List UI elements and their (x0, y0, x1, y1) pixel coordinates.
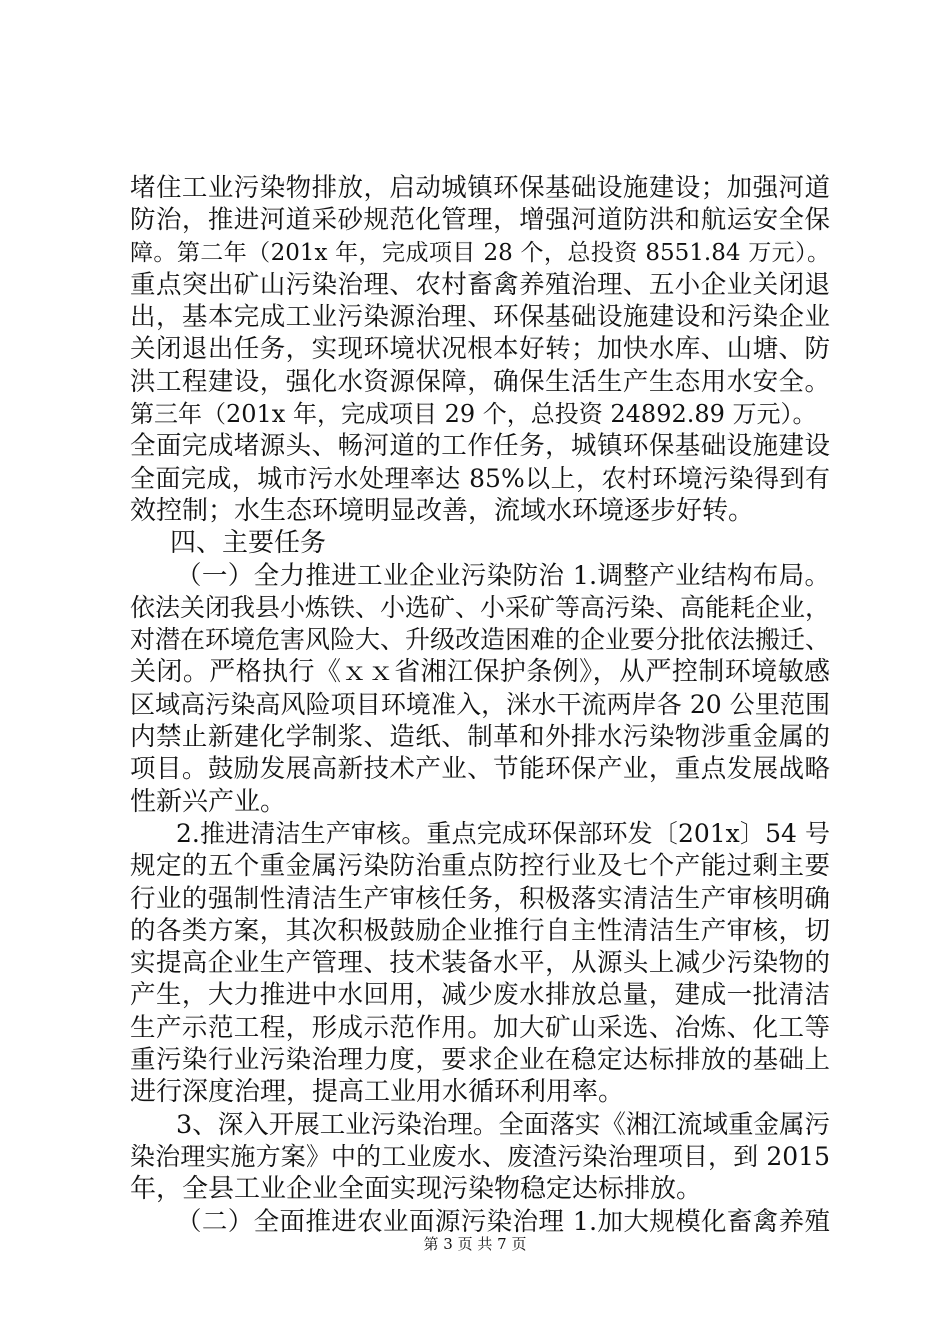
text-line: 洪工程建设，强化水资源保障，确保生活生产生态用水安全。 (130, 366, 830, 397)
text-line: 依法关闭我县小炼铁、小选矿、小采矿等高污染、高能耗企业， (130, 592, 831, 622)
text-line: （二）全面推进农业面源污染治理 1.加大规模化畜禽养殖 (176, 1206, 830, 1237)
document-body (130, 172, 830, 1238)
page-footer (0, 1234, 950, 1254)
text-line: 堵住工业污染物排放，启动城镇环保基础设施建设；加强河道 (130, 173, 830, 203)
text-line: 效控制；水生态环境明显改善，流域水环境逐步好转。 (130, 495, 755, 526)
text-line: 性新兴产业。 (130, 786, 287, 817)
text-line: 关闭。严格执行《ｘｘ省湘江保护条例》，从严控制环境敏感 (130, 657, 830, 688)
text-line: 第三年（201x 年，完成项目 29 个，总投资 24892.89 万元）。 (130, 400, 817, 429)
text-line: 全面完成，城市污水处理率达 85%以上，农村环境污染得到有 (130, 463, 830, 493)
text-line: 防治，推进河道采砂规范化管理，增强河道防洪和航运安全保 (130, 205, 830, 236)
text-line: 进行深度治理，提高工业用水循环利用率。 (130, 1077, 625, 1108)
text-line: （一）全力推进工业企业污染防治 1.调整产业结构布局。 (176, 560, 830, 591)
text-line: 产生，大力推进中水回用，减少废水排放总量，建成一批清洁 (130, 980, 830, 1011)
text-line: 障。第二年（201x 年，完成项目 28 个，总投资 8551.84 万元）。 (130, 239, 830, 266)
text-line: 年，全县工业企业全面实现污染物稳定达标排放。 (130, 1174, 703, 1205)
text-line: 关闭退出任务，实现环境状况根本好转；加快水库、山塘、防 (130, 334, 830, 365)
text-line: 3、深入开展工业污染治理。全面落实《湘江流域重金属污 (176, 1109, 830, 1140)
text-line: 内禁止新建化学制浆、造纸、制革和外排水污染物涉重金属的 (130, 722, 830, 753)
text-line: 对潜在环境危害风险大、升级改造困难的企业要分批依法搬迁、 (130, 625, 831, 655)
text-line: 区域高污染高风险项目环境准入，洣水干流两岸各 20 公里范围 (130, 689, 830, 719)
page-number-label: 第 3 页 共 7 页 (423, 1235, 527, 1253)
text-line: 2.推进清洁生产审核。重点完成环保部环发〔201x〕54 号 (176, 818, 830, 848)
text-line: 重点突出矿山污染治理、农村畜禽养殖治理、五小企业关闭退 (130, 269, 830, 300)
text-line: 行业的强制性清洁生产审核任务，积极落实清洁生产审核明确 (130, 883, 830, 914)
text-line: 全面完成堵源头、畅河道的工作任务，城镇环保基础设施建设 (130, 431, 830, 462)
text-line: 规定的五个重金属污染防治重点防控行业及七个产能过剩主要 (130, 851, 830, 882)
text-line: 重污染行业污染治理力度，要求企业在稳定达标排放的基础上 (130, 1045, 830, 1076)
text-line: 实提高企业生产管理、技术装备水平，从源头上减少污染物的 (130, 948, 830, 979)
text-line: 生产示范工程，形成示范作用。加大矿山采选、冶炼、化工等 (130, 1012, 830, 1043)
text-line: 四、主要任务 (170, 528, 327, 559)
text-line: 项目。鼓励发展高新技术产业、节能环保产业，重点发展战略 (130, 754, 830, 785)
text-line: 染治理实施方案》中的工业废水、废渣污染治理项目，到 2015 (130, 1141, 830, 1171)
text-line: 的各类方案，其次积极鼓励企业推行自主性清洁生产审核，切 (130, 915, 830, 946)
text-line: 出，基本完成工业污染源治理、环保基础设施建设和污染企业 (130, 302, 830, 333)
